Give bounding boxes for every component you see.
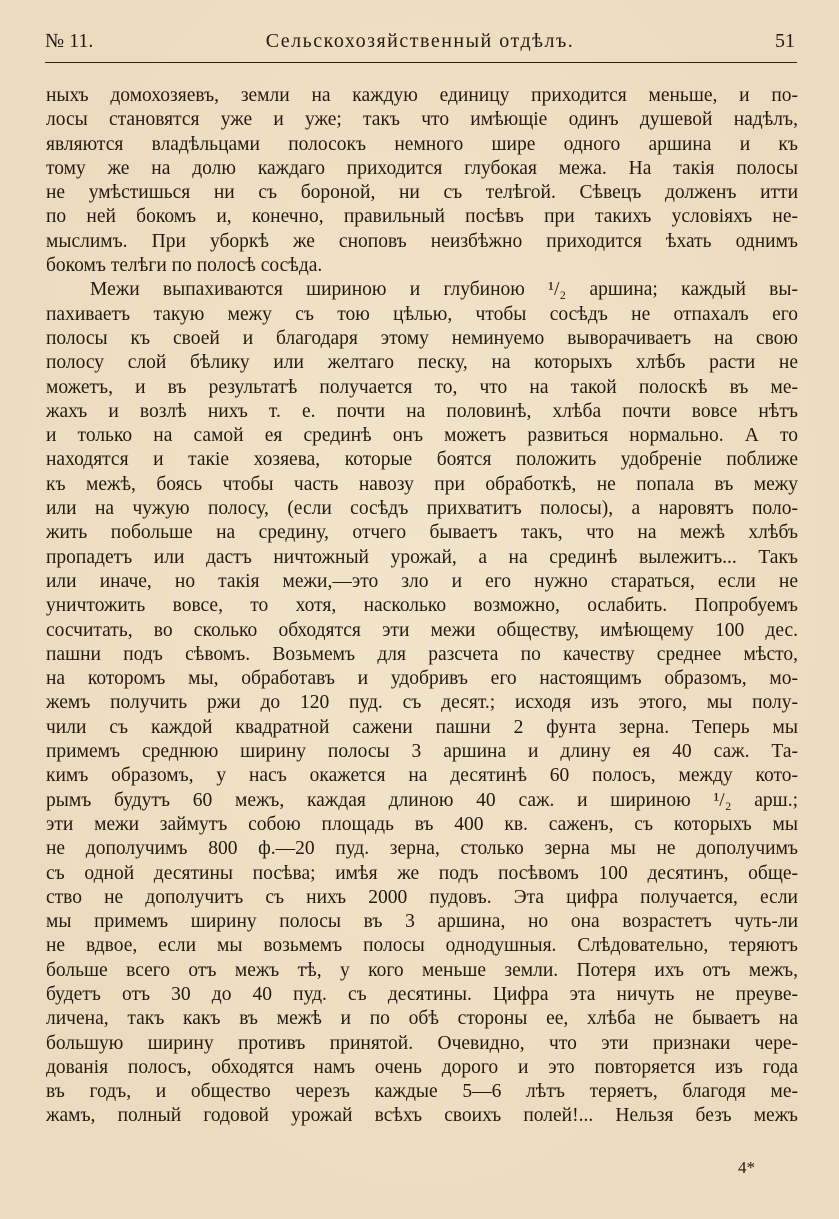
text-line: полосы къ своей и благодаря этому неминуемо выворачиваетъ на свою	[46, 327, 798, 349]
text-line: можетъ, и въ результатѣ получается то, что на такой полоскѣ въ ме-	[46, 376, 798, 398]
printer-signature-mark: 4*	[738, 1158, 755, 1177]
text-line: или на чужую полосу, (если сосѣдъ прихватитъ полосы), а наровятъ поло-	[46, 498, 798, 520]
text-line: лосы становятся уже и уже; такъ что имѣющіе одинъ душевой надѣлъ,	[46, 109, 798, 131]
text-line: мыслимъ. При уборкѣ же сноповъ неизбѣжно приходится ѣхать однимъ	[46, 230, 798, 252]
text-line: чили съ каждой квадратной сажени пашни 2 фунта зерна. Теперь мы	[46, 716, 798, 738]
text-line: тому же на долю каждаго приходится глубокая межа. На такія полосы	[46, 157, 798, 179]
text-line: являются владѣльцами полосокъ немного шире одного аршина и къ	[46, 133, 798, 155]
text-line: дованія полосъ, обходятся намъ очень дорого и это повторяется изъ года	[46, 1056, 798, 1078]
text-line: примемъ среднюю ширину полосы 3 аршина и длину ея 40 саж. Та-	[46, 741, 798, 763]
text-line: полосу слой бѣлику или желтаго песку, на которыхъ хлѣбъ расти не	[46, 352, 798, 374]
body-text	[46, 84, 798, 1129]
header-rule	[45, 62, 797, 63]
text-line: находятся и такіе хозяева, которые боятся положить удобреніе поближе	[46, 449, 798, 471]
section-title: Сельскохозяйственный отдѣлъ.	[265, 30, 575, 52]
text-line: къ межѣ, боясь чтобы часть навозу при обработкѣ, не попала въ межу	[46, 473, 798, 495]
running-header	[45, 30, 795, 60]
text-line: въ годъ, и общество черезъ каждые 5—6 лѣтъ теряетъ, благодя ме-	[46, 1081, 798, 1103]
text-line: на которомъ мы, обработавъ и удобривъ его настоящимъ образомъ, мо-	[46, 668, 798, 690]
text-line: эти межи займутъ собою площадь въ 400 кв. саженъ, съ которыхъ мы	[46, 813, 798, 835]
text-line: бокомъ телѣги по полосѣ сосѣда.	[46, 255, 323, 277]
text-line: Межи выпахиваются шириною и глубиною ¹/₂ аршина; каждый вы-	[90, 279, 798, 301]
text-line: уничтожить вовсе, то хотя, насколько возможно, ослабить. Попробуемъ	[46, 595, 798, 617]
text-line: по ней бокомъ и, конечно, правильный посѣвъ при такихъ условіяхъ не-	[46, 206, 798, 228]
text-line: будетъ отъ 30 до 40 пуд. съ десятины. Цифра эта ничуть не преуве-	[46, 983, 798, 1005]
text-line: жахъ и возлѣ нихъ т. е. почти на половинѣ, хлѣба почти вовсе нѣтъ	[46, 400, 798, 422]
text-line: пахиваетъ такую межу съ тою цѣлью, чтобы сосѣдъ не отпахалъ его	[46, 303, 798, 325]
text-line: жамъ, полный годовой урожай всѣхъ своихъ полей!... Нельзя безъ межъ	[46, 1105, 798, 1127]
text-line: пашни подъ сѣвомъ. Возьмемъ для разсчета по качеству среднее мѣсто,	[46, 643, 798, 665]
issue-number: № 11.	[45, 30, 94, 52]
text-line: личена, такъ какъ въ межѣ и по обѣ стороны ее, хлѣба не бываетъ на	[46, 1008, 798, 1030]
text-line: жить побольше на средину, отчего бываетъ такъ, что на межѣ хлѣбъ	[46, 522, 798, 544]
text-line: съ одной десятины посѣва; имѣя же подъ посѣвомъ 100 десятинъ, обще-	[46, 862, 798, 884]
text-line: мы примемъ ширину полосы въ 3 аршина, но она возрастетъ чуть-ли	[46, 911, 798, 933]
text-line: пропадетъ или дастъ ничтожный урожай, а на срединѣ вылежитъ... Такъ	[46, 546, 798, 568]
text-line: сосчитать, во сколько обходятся эти межи обществу, имѣющему 100 дес.	[46, 619, 798, 641]
text-line: не вдвое, если мы возьмемъ полосы однодушныя. Слѣдовательно, теряютъ	[46, 935, 798, 957]
page-number: 51	[775, 30, 795, 52]
text-line: рымъ будутъ 60 межъ, каждая длиною 40 саж. и шириною ¹/₂ арш.;	[46, 789, 798, 811]
text-line: ство не дополучитъ съ нихъ 2000 пудовъ. Эта цифра получается, если	[46, 886, 798, 908]
text-line: не дополучимъ 800 ф.—20 пуд. зерна, столько зерна мы не дополучимъ	[46, 838, 798, 860]
text-line: не умѣстишься ни съ бороной, ни съ телѣгой. Сѣвецъ долженъ итти	[46, 182, 798, 204]
text-line: жемъ получить ржи до 120 пуд. съ десят.; исходя изъ этого, мы полу-	[46, 692, 798, 714]
text-line: кимъ образомъ, у насъ окажется на десятинѣ 60 полосъ, между кото-	[46, 765, 798, 787]
text-line: большую ширину противъ принятой. Очевидно, что эти признаки чере-	[46, 1032, 798, 1054]
text-line: или иначе, но такія межи,—это зло и его нужно стараться, если не	[46, 570, 798, 592]
text-line: и только на самой ея срединѣ онъ можетъ развиться нормально. А то	[46, 425, 798, 447]
text-line: ныхъ домохозяевъ, земли на каждую единицу приходится меньше, и по-	[46, 85, 798, 106]
text-line: больше всего отъ межъ тѣ, у кого меньше земли. Потеря ихъ отъ межъ,	[46, 959, 798, 981]
